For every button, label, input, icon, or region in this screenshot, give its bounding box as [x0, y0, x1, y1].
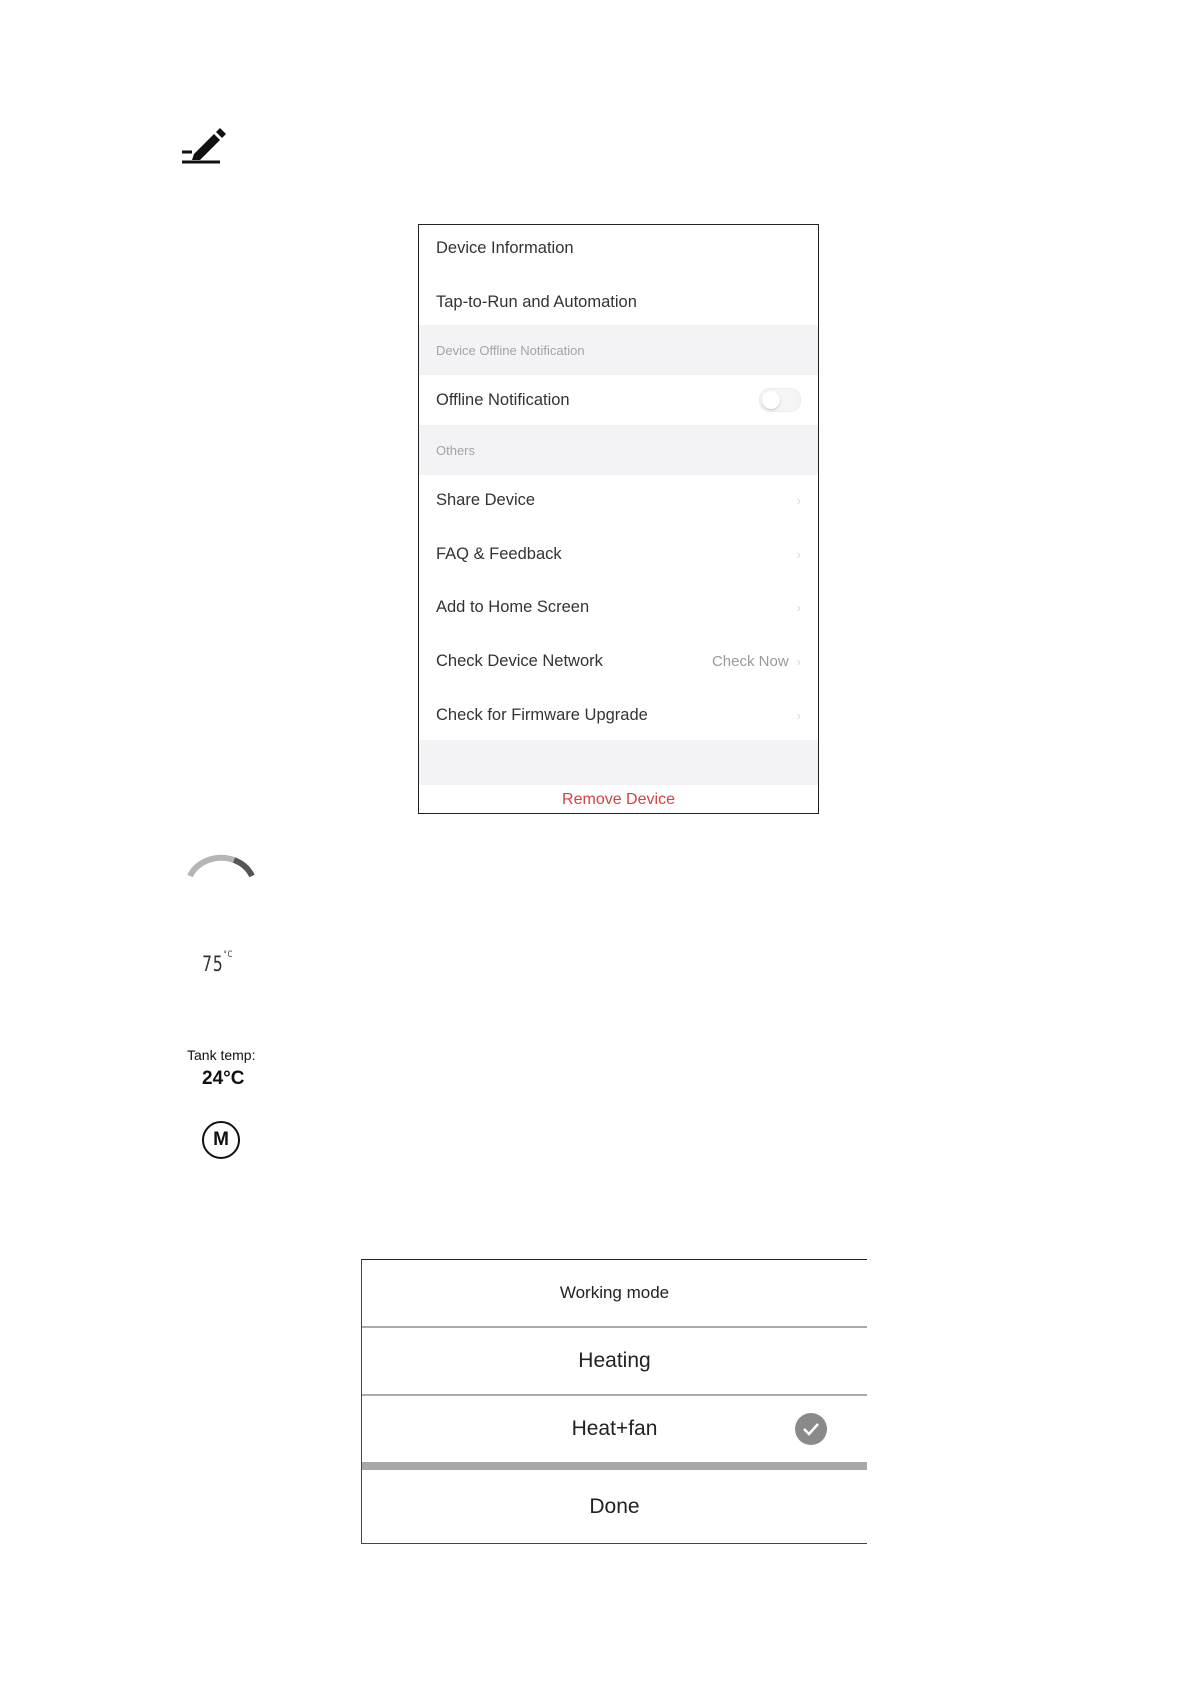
others-section-label: Others [436, 442, 476, 458]
chevron-right-icon: › [796, 546, 801, 562]
chevron-right-icon: › [796, 653, 801, 669]
device-information-label: Device Information [436, 238, 574, 257]
mode-letter: M [213, 1129, 229, 1150]
check-icon [795, 1413, 827, 1445]
chevron-right-icon: › [796, 492, 801, 508]
temperature-arc-icon [186, 848, 256, 880]
offline-notification-toggle[interactable] [759, 388, 801, 412]
remove-device-button[interactable] [419, 785, 818, 814]
setpoint-value: 75 [202, 952, 224, 976]
firmware-upgrade-label: Check for Firmware Upgrade [436, 705, 648, 724]
share-device-label: Share Device [436, 490, 536, 509]
mode-icon[interactable] [202, 1121, 240, 1159]
tap-to-run-label: Tap-to-Run and Automation [436, 292, 637, 311]
done-label: Done [589, 1495, 640, 1518]
offline-notification-row [419, 375, 818, 425]
offline-notification-label: Offline Notification [436, 390, 570, 409]
setpoint-unit: °C [223, 950, 234, 960]
others-section-header [419, 425, 818, 475]
tank-temp-label: Tank temp: [187, 1047, 256, 1063]
setpoint-temperature [202, 952, 233, 976]
chevron-right-icon: › [796, 599, 801, 615]
chevron-right-icon: › [796, 707, 801, 723]
add-home-screen-row[interactable] [419, 582, 818, 632]
faq-feedback-label: FAQ & Feedback [436, 544, 562, 563]
done-button[interactable] [362, 1470, 867, 1544]
offline-section-label: Device Offline Notification [436, 342, 585, 358]
mode-option-heat-fan[interactable] [362, 1396, 867, 1462]
add-home-screen-label: Add to Home Screen [436, 597, 590, 616]
firmware-upgrade-row[interactable] [419, 690, 818, 740]
remove-device-label: Remove Device [562, 791, 675, 808]
working-mode-panel [361, 1259, 867, 1544]
tank-temp-value: 24°C [202, 1068, 245, 1089]
edit-icon[interactable] [180, 126, 228, 166]
section-gap [419, 740, 818, 785]
mode-option-heating[interactable] [362, 1328, 867, 1394]
working-mode-title-label: Working mode [559, 1283, 670, 1302]
check-network-label: Check Device Network [436, 651, 603, 670]
check-now-link[interactable]: Check Now [711, 652, 789, 670]
check-network-row[interactable] [419, 636, 818, 686]
divider [362, 1462, 867, 1470]
device-information-row[interactable] [419, 224, 818, 273]
offline-section-header [419, 325, 818, 375]
faq-feedback-row[interactable] [419, 529, 818, 579]
device-settings-panel [418, 224, 819, 814]
tap-to-run-row[interactable] [419, 277, 818, 327]
working-mode-title [362, 1260, 867, 1326]
share-device-row[interactable] [419, 475, 818, 525]
mode-option-label: Heat+fan [571, 1417, 658, 1440]
mode-option-label: Heating [578, 1349, 651, 1372]
